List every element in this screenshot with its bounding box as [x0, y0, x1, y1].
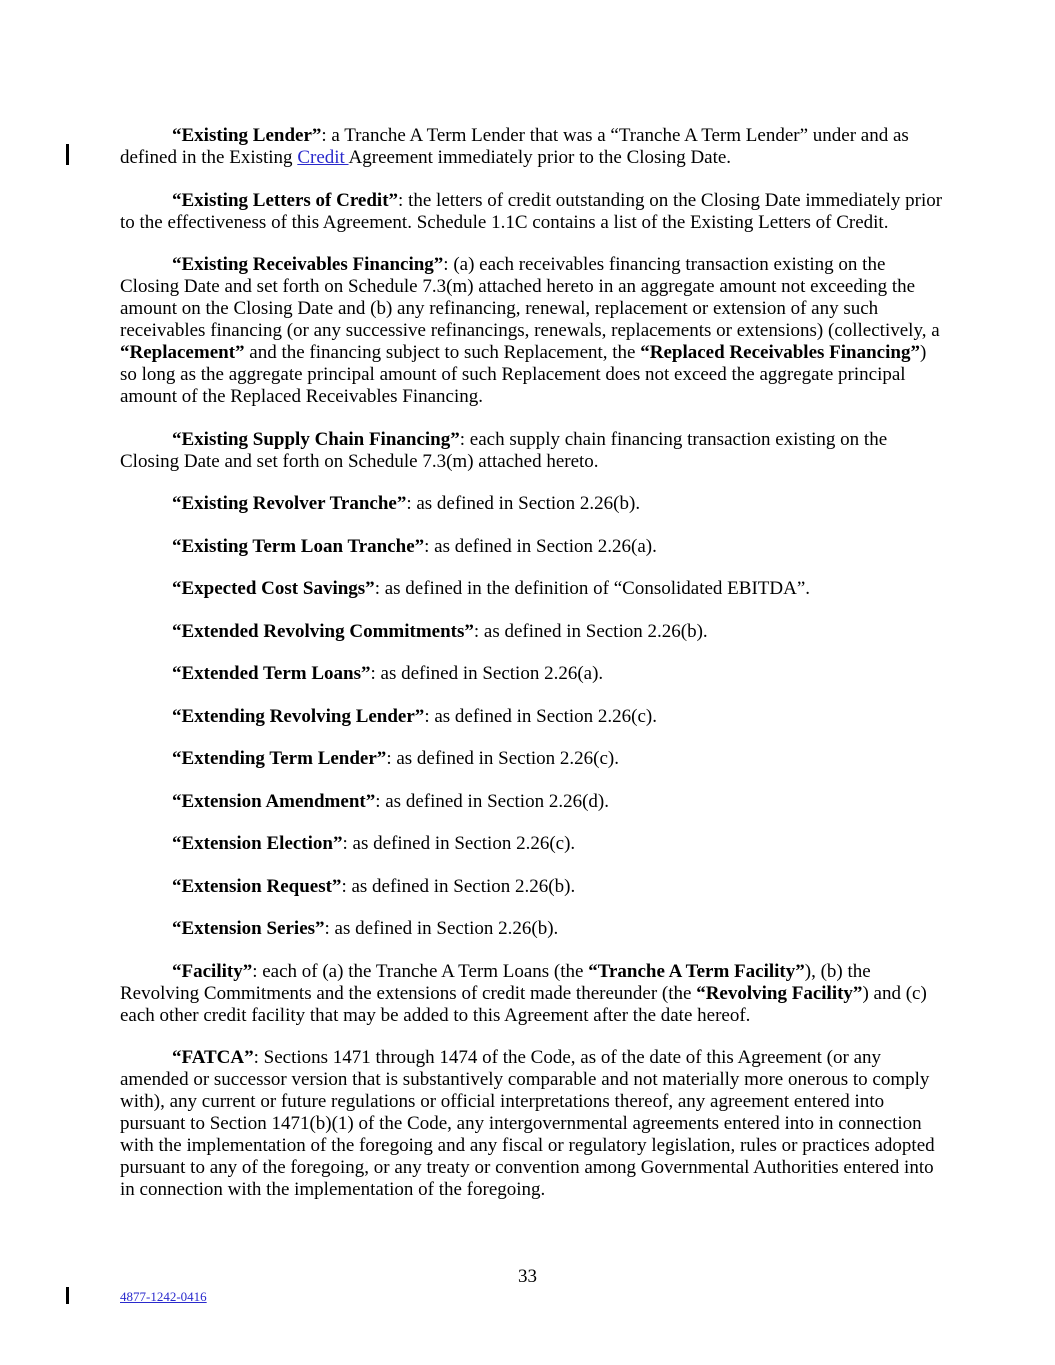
paragraph — [120, 876, 944, 898]
defined-term: “Extension Election” — [172, 833, 343, 854]
body-text: and the financing subject to such Replacement, the — [244, 342, 641, 363]
body-text: : as defined in Section 2.26(a). — [424, 535, 657, 557]
paragraph — [120, 1047, 944, 1201]
inserted-text: Credit — [297, 147, 349, 168]
body-text: : Sections 1471 through 1474 of the Code, as of the date of this Agreement (or any amended or successor version that is substantively comparable and not materially more onerous to comply with), any current or future regulations or official interpretations thereof, any agreement entered into pursuant to Section 1471(b)(1) of the Code, any intergovernmental agreements entered into in connection with the implementation of the foregoing and any fiscal or regulatory legislation, rules or practices adopted pursuant to any of the foregoing, or any treaty or convention among Governmental Authorities entered into in connection with the implementation of the foregoing. — [120, 1047, 935, 1200]
paragraph — [120, 254, 944, 408]
paragraph — [120, 536, 944, 558]
defined-term: “Facility” — [172, 960, 253, 982]
defined-term: “Expected Cost Savings” — [172, 578, 375, 599]
paragraph — [120, 429, 944, 473]
defined-term: “Replacement” — [120, 342, 245, 363]
defined-term: “Extended Revolving Commitments” — [172, 620, 474, 642]
defined-term: “Extended Term Loans” — [172, 663, 371, 684]
body-text: ) and (c) each other credit facility that may be added to this Agreement after the date hereof. — [120, 982, 927, 1026]
defined-term: “Extension Amendment” — [172, 790, 376, 812]
body-text: : as defined in Section 2.26(a). — [370, 663, 604, 684]
paragraph — [120, 791, 944, 813]
paragraph — [120, 125, 944, 169]
defined-term: “Existing Term Loan Tranche” — [172, 535, 425, 557]
page-number: 33 — [518, 1266, 537, 1287]
paragraph — [120, 493, 944, 515]
body-text: : (a) each receivables financing transaction existing on the Closing Date and set forth on Schedule 7.3(m) attached hereto in an aggregate amount not exceeding the amount on the Closing Date and (b) any refinancing, renewal, replacement or extension of any such receivables financing (or any successive refinancings, renewals, replacements or extensions) (collectively, a — [120, 254, 940, 341]
defined-term: “Replaced Receivables Financing” — [640, 342, 920, 363]
defined-term: “Extension Request” — [172, 875, 342, 897]
document-id-link: 4877-1242-0416 — [120, 1289, 207, 1304]
defined-term: “Existing Receivables Financing” — [172, 254, 444, 275]
paragraph — [120, 748, 944, 770]
body-text: : as defined in Section 2.26(b). — [473, 620, 708, 642]
revision-change-bar-bottom — [66, 1287, 69, 1304]
body-text: : a Tranche A Term Lender that was a “Tranche A Term Lender” under and as defined in the Existing — [120, 125, 909, 168]
defined-term: “Tranche A Term Facility” — [588, 960, 805, 982]
body-text: : as defined in Section 2.26(c). — [424, 705, 657, 727]
body-text: ) so long as the aggregate principal amount of such Replacement does not exceed the aggregate principal amount of the Replaced Receivables Financing. — [120, 342, 927, 407]
defined-term: “FATCA” — [172, 1047, 254, 1068]
body-text: : as defined in Section 2.26(b). — [341, 875, 576, 897]
body-text: : as defined in Section 2.26(b). — [324, 918, 559, 939]
paragraph — [120, 578, 944, 600]
body-text: : as defined in Section 2.26(b). — [406, 493, 641, 514]
defined-term: “Existing Revolver Tranche” — [172, 493, 407, 514]
document-body — [120, 125, 944, 1222]
paragraph — [120, 833, 944, 855]
paragraph — [120, 918, 944, 940]
paragraph — [120, 663, 944, 685]
defined-term: “Extension Series” — [172, 918, 325, 939]
revision-change-bar-top — [66, 144, 69, 165]
body-text: : as defined in Section 2.26(c). — [342, 833, 576, 854]
body-text: : each of (a) the Tranche A Term Loans (the — [252, 960, 589, 982]
paragraph — [120, 190, 944, 234]
body-text: : the letters of credit outstanding on the Closing Date immediately prior to the effectiveness of this Agreement. Schedule 1.1C contains a list of the Existing Letters of Credit. — [120, 189, 943, 233]
body-text: : as defined in the definition of “Consolidated EBITDA”. — [374, 578, 810, 599]
body-text: Agreement immediately prior to the Closing Date. — [348, 147, 732, 168]
paragraph — [120, 706, 944, 728]
body-text: : as defined in Section 2.26(d). — [375, 790, 609, 812]
defined-term: “Extending Revolving Lender” — [172, 705, 425, 727]
defined-term: “Revolving Facility” — [696, 982, 863, 1004]
defined-term: “Existing Supply Chain Financing” — [172, 428, 460, 450]
body-text: ), (b) the Revolving Commitments and the extensions of credit made thereunder (the — [120, 960, 871, 1004]
paragraph — [120, 961, 944, 1027]
body-text: : as defined in Section 2.26(c). — [386, 748, 619, 769]
defined-term: “Existing Letters of Credit” — [172, 189, 399, 211]
defined-term: “Extending Term Lender” — [172, 748, 387, 769]
paragraph — [120, 621, 944, 643]
body-text: : each supply chain financing transaction existing on the Closing Date and set forth on Schedule 7.3(m) attached hereto. — [120, 428, 888, 472]
defined-term: “Existing Lender” — [172, 125, 322, 146]
